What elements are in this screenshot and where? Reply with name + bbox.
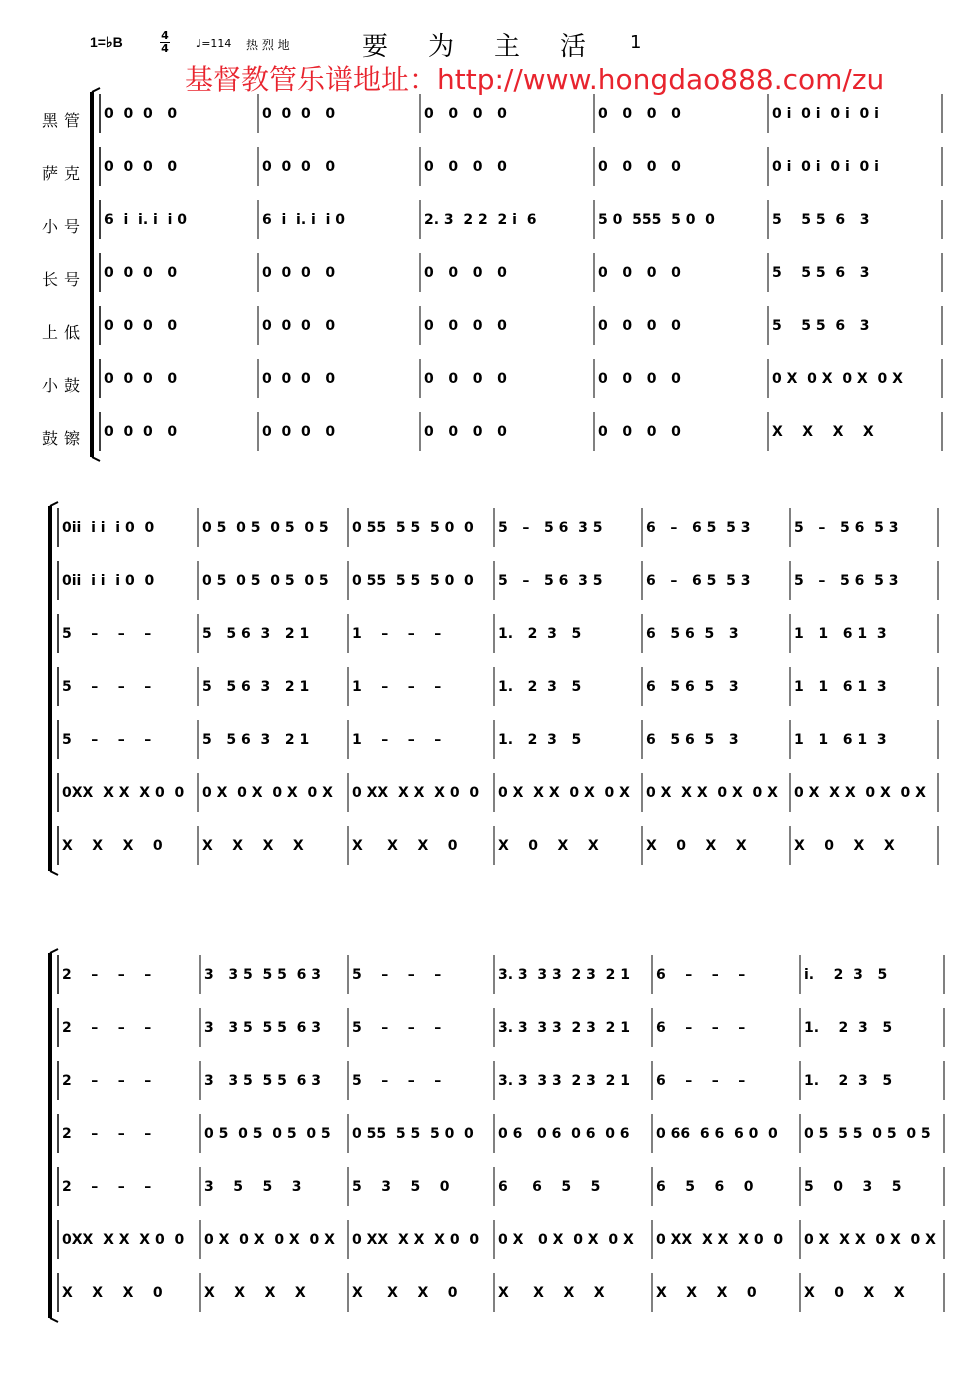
- measure-cell: 0 0 0 0: [598, 265, 681, 281]
- measure-cell: 0 0 0 0: [424, 424, 507, 440]
- measure-cell: 5 – – –: [62, 732, 152, 748]
- instrument-label-trumpet: 小号: [42, 217, 87, 236]
- key-signature: 1=♭B: [90, 34, 123, 50]
- measure-cell: 5 – – –: [352, 1020, 442, 1036]
- measure-cell: 3 3 5 5 5 6 3: [204, 1073, 321, 1089]
- measure-cell: 2 – – –: [62, 1126, 152, 1142]
- measure-cell: 0 0 0 0: [598, 318, 681, 334]
- measure-cell: X 0 X X: [794, 838, 895, 854]
- measure-cell: X X X 0: [352, 1285, 458, 1301]
- measure-cell: X 0 X X: [646, 838, 747, 854]
- measure-cell: 0 0 0 0: [424, 265, 507, 281]
- measure-cell: 5 – – –: [62, 626, 152, 642]
- measure-cell: 5 5 5 6 3: [772, 318, 870, 334]
- measure-cell: 0 X X X 0 X 0 X: [804, 1232, 936, 1248]
- instrument-label-baritone: 上低: [42, 323, 87, 342]
- measure-cell: 1. 2 3 5: [498, 679, 582, 695]
- instrument-label-drum-cymbal: 鼓镲: [42, 429, 87, 448]
- measure-cell: 5 5 5 6 3: [772, 265, 870, 281]
- measure-cell: 0 0 0 0: [598, 424, 681, 440]
- measure-cell: 0 XX X X X 0 0: [352, 785, 480, 801]
- measure-cell: 0 0 0 0: [262, 159, 336, 175]
- time-signature-top: 4: [161, 29, 169, 42]
- system-bracket-hook: [50, 871, 58, 875]
- measure-cell: 0 0 0 0: [262, 265, 336, 281]
- measure-cell: 5 – 5 6 5 3: [794, 520, 899, 536]
- measure-cell: X 0 X X: [804, 1285, 905, 1301]
- measure-cell: 0 55 5 5 5 0 0: [352, 1126, 474, 1142]
- measure-cell: 0 55 5 5 5 0 0: [352, 520, 474, 536]
- measure-cell: 1 1 6 1 3: [794, 626, 887, 642]
- watermark-url: 基督教管乐谱地址：http://www.hongdao888.com/zu: [185, 63, 885, 96]
- measure-cell: 0 0 0 0: [598, 371, 681, 387]
- measure-cell: 1 1 6 1 3: [794, 679, 887, 695]
- measure-cell: 3. 3 3 3 2 3 2 1: [498, 1020, 630, 1036]
- measure-cell: X X X X: [772, 424, 874, 440]
- time-signature-bottom: 4: [161, 42, 169, 55]
- instrument-label-clarinet: 黑管: [42, 111, 87, 130]
- measure-cell: 2 – – –: [62, 1073, 152, 1089]
- measure-cell: 0 0 0 0: [598, 159, 681, 175]
- measure-cell: 5 – – –: [352, 967, 442, 983]
- measure-cell: i. 2 3 5: [804, 967, 888, 983]
- measure-cell: 0ii i i i 0 0: [62, 520, 155, 536]
- measure-cell: 0 X X X 0 X 0 X: [646, 785, 778, 801]
- measure-cell: 0 X 0 X 0 X 0 X: [498, 1232, 634, 1248]
- measure-cell: 1 1 6 1 3: [794, 732, 887, 748]
- measure-cell: 0 XX X X X 0 0: [352, 1232, 480, 1248]
- system-bracket-hook: [92, 457, 100, 461]
- measure-cell: 3. 3 3 3 2 3 2 1: [498, 967, 630, 983]
- measure-cell: 0 0 0 0: [104, 159, 178, 175]
- measure-cell: 0 0 0 0: [104, 265, 178, 281]
- measure-cell: 0XX X X X 0 0: [62, 785, 185, 801]
- measure-cell: 0 0 0 0: [424, 159, 507, 175]
- measure-cell: 6 i i. i i 0: [104, 212, 187, 228]
- measure-cell: 0 XX X X X 0 0: [656, 1232, 784, 1248]
- measure-cell: 0 55 5 5 5 0 0: [352, 573, 474, 589]
- measure-cell: 0 X 0 X 0 X 0 X: [202, 785, 333, 801]
- measure-cell: 0 X 0 X 0 X 0 X: [772, 371, 903, 387]
- measure-cell: 5 – 5 6 3 5: [498, 520, 603, 536]
- measure-cell: 6 – – –: [656, 1073, 746, 1089]
- measure-cell: 0ii i i i 0 0: [62, 573, 155, 589]
- measure-cell: X X X 0: [352, 838, 458, 854]
- measure-cell: 0 0 0 0: [104, 318, 178, 334]
- page-number: 1: [630, 32, 642, 53]
- measure-cell: 0 0 0 0: [262, 424, 336, 440]
- instrument-label-saxophone: 萨克: [42, 164, 87, 183]
- measure-cell: 0 0 0 0: [104, 424, 178, 440]
- system-bracket-hook: [92, 88, 100, 92]
- measure-cell: 0 0 0 0: [262, 318, 336, 334]
- measure-cell: 1 – – –: [352, 679, 442, 695]
- measure-cell: 0 0 0 0: [598, 106, 681, 122]
- measure-cell: 5 – – –: [62, 679, 152, 695]
- measure-cell: 0 0 0 0: [262, 106, 336, 122]
- measure-cell: 6 5 6 0: [656, 1179, 754, 1195]
- system-bracket-hook: [50, 502, 58, 506]
- measure-cell: 6 – – –: [656, 967, 746, 983]
- measure-cell: 1. 2 3 5: [498, 626, 582, 642]
- measure-cell: 0 0 0 0: [262, 371, 336, 387]
- measure-cell: 2 – – –: [62, 1179, 152, 1195]
- measure-cell: 5 5 6 3 2 1: [202, 732, 310, 748]
- measure-cell: 0 5 5 5 0 5 0 5: [804, 1126, 931, 1142]
- measure-cell: 1. 2 3 5: [498, 732, 582, 748]
- measure-cell: 0 0 0 0: [424, 318, 507, 334]
- measure-cell: 0 X 0 X 0 X 0 X: [204, 1232, 335, 1248]
- song-title: 要为主活: [362, 32, 627, 62]
- measure-cell: X X X X: [498, 1285, 605, 1301]
- measure-cell: 5 5 6 3 2 1: [202, 679, 310, 695]
- measure-cell: 0 6 0 6 0 6 0 6: [498, 1126, 630, 1142]
- instrument-label-trombone: 长号: [42, 270, 87, 289]
- measure-cell: 0 5 0 5 0 5 0 5: [204, 1126, 331, 1142]
- measure-cell: 5 5 5 6 3: [772, 212, 870, 228]
- measure-cell: 0 0 0 0: [424, 371, 507, 387]
- measure-cell: X X X 0: [62, 838, 163, 854]
- measure-cell: 2 – – –: [62, 1020, 152, 1036]
- measure-cell: 0 0 0 0: [104, 106, 178, 122]
- measure-cell: 6 – 6 5 5 3: [646, 520, 751, 536]
- measure-cell: 3 3 5 5 5 6 3: [204, 1020, 321, 1036]
- measure-cell: 6 5 6 5 3: [646, 679, 739, 695]
- measure-cell: 3. 3 3 3 2 3 2 1: [498, 1073, 630, 1089]
- expression-marking: 热 烈 地: [246, 38, 290, 52]
- system-bracket-hook: [50, 949, 58, 953]
- measure-cell: 6 6 5 5: [498, 1179, 601, 1195]
- measure-cell: 0 5 0 5 0 5 0 5: [202, 520, 329, 536]
- measure-cell: 6 – 6 5 5 3: [646, 573, 751, 589]
- measure-cell: 5 – 5 6 5 3: [794, 573, 899, 589]
- measure-cell: 2 – – –: [62, 967, 152, 983]
- measure-cell: X X X 0: [62, 1285, 163, 1301]
- measure-cell: 0 X X X 0 X 0 X: [794, 785, 926, 801]
- system-bracket-hook: [50, 1318, 58, 1322]
- measure-cell: 0 66 6 6 6 0 0: [656, 1126, 778, 1142]
- measure-cell: 0 0 0 0: [424, 106, 507, 122]
- measure-cell: X X X X: [202, 838, 304, 854]
- measure-cell: 0 5 0 5 0 5 0 5: [202, 573, 329, 589]
- measure-cell: 1 – – –: [352, 732, 442, 748]
- measure-cell: X 0 X X: [498, 838, 599, 854]
- instrument-label-snare-drum: 小鼓: [42, 376, 87, 395]
- measure-cell: 1. 2 3 5: [804, 1073, 893, 1089]
- measure-cell: 5 0 3 5: [804, 1179, 902, 1195]
- measure-cell: 5 3 5 0: [352, 1179, 450, 1195]
- measure-cell: 5 5 6 3 2 1: [202, 626, 310, 642]
- measure-cell: 0 i 0 i 0 i 0 i: [772, 106, 879, 122]
- measure-cell: 2. 3 2 2 2 i 6: [424, 212, 537, 228]
- tempo-marking: ♩=114: [196, 37, 232, 50]
- measure-cell: 6 5 6 5 3: [646, 626, 739, 642]
- measure-cell: 6 i i. i i 0: [262, 212, 345, 228]
- measure-cell: 5 – 5 6 3 5: [498, 573, 603, 589]
- measure-cell: 5 – – –: [352, 1073, 442, 1089]
- measure-cell: 0 i 0 i 0 i 0 i: [772, 159, 879, 175]
- measure-cell: 3 3 5 5 5 6 3: [204, 967, 321, 983]
- measure-cell: 6 – – –: [656, 1020, 746, 1036]
- measure-cell: X X X 0: [656, 1285, 757, 1301]
- measure-cell: 0XX X X X 0 0: [62, 1232, 185, 1248]
- measure-cell: X X X X: [204, 1285, 306, 1301]
- measure-cell: 0 X X X 0 X 0 X: [498, 785, 630, 801]
- measure-cell: 1. 2 3 5: [804, 1020, 893, 1036]
- measure-cell: 5 0 555 5 0 0: [598, 212, 715, 228]
- measure-cell: 0 0 0 0: [104, 371, 178, 387]
- measure-cell: 3 5 5 3: [204, 1179, 302, 1195]
- measure-cell: 1 – – –: [352, 626, 442, 642]
- measure-cell: 6 5 6 5 3: [646, 732, 739, 748]
